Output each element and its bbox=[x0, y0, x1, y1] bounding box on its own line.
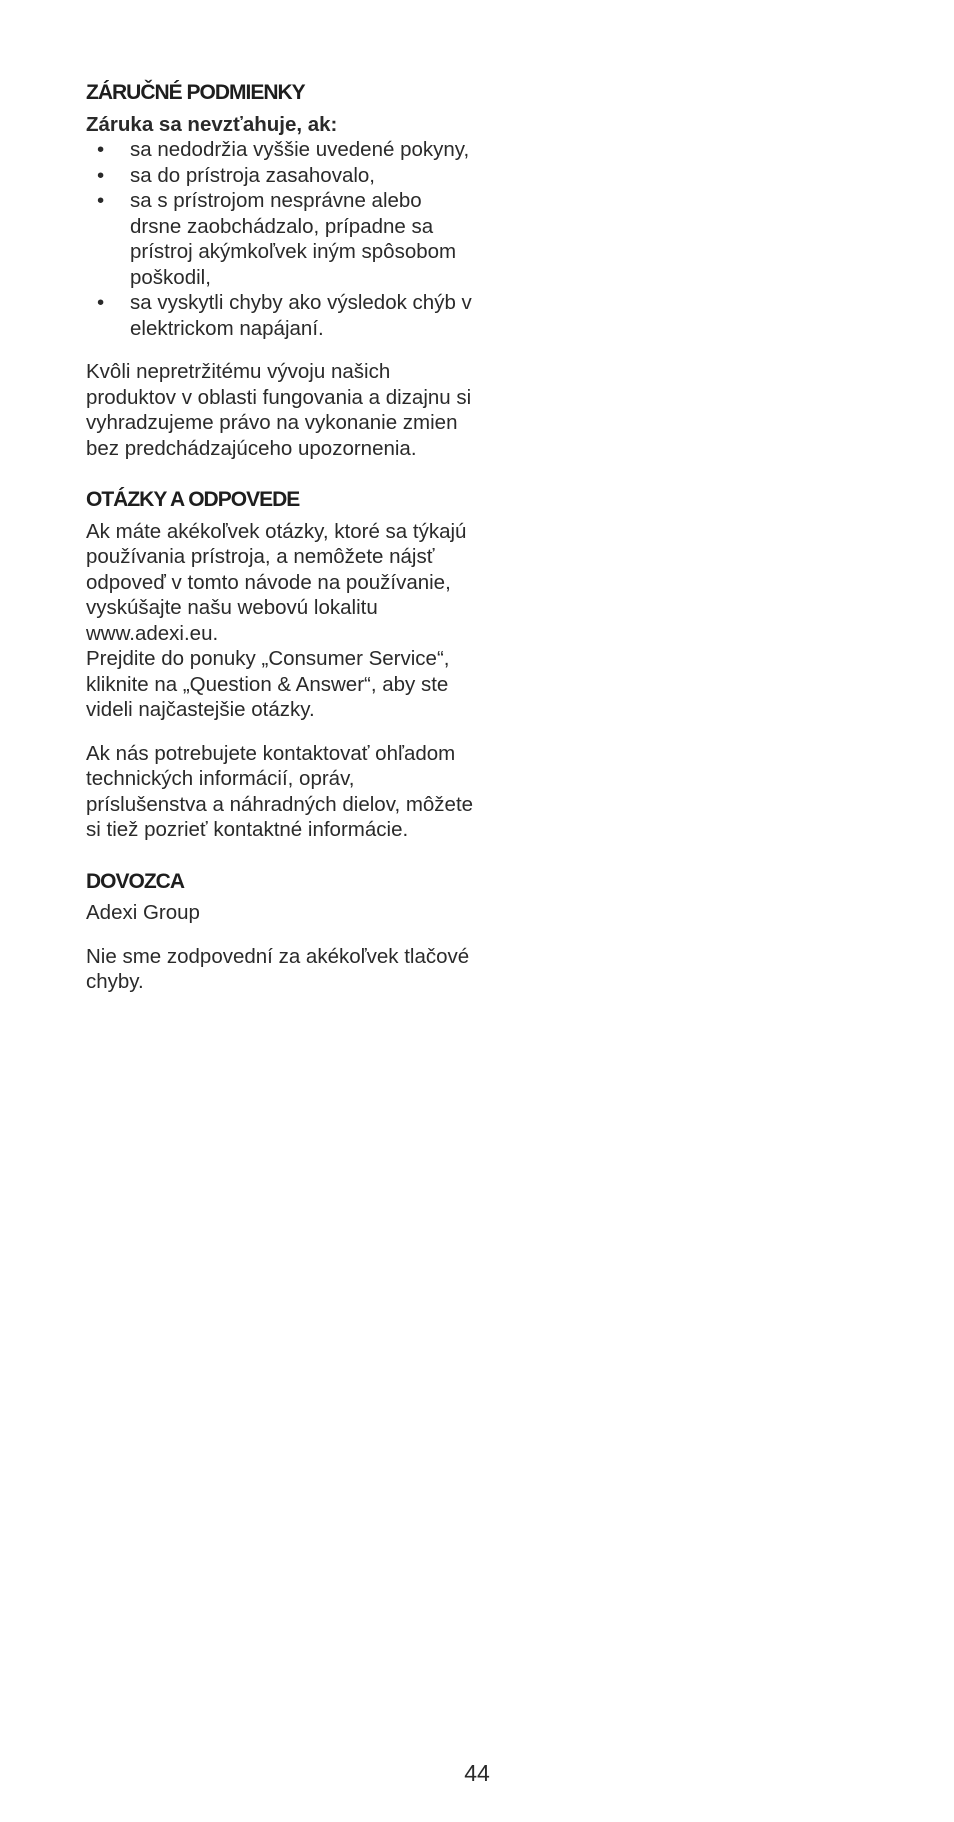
warranty-note: Kvôli nepretržitému vývoju našich produktov v oblasti fungovania a dizajnu si vyhradzujeme právo na vykonanie zmien bez predchádzajúceho upozornenia. bbox=[86, 360, 472, 460]
importer-heading: DOVOZCA bbox=[86, 869, 184, 893]
importer-name: Adexi Group bbox=[86, 901, 200, 924]
list-item bbox=[86, 290, 476, 341]
disclaimer: Nie sme zodpovední za akékoľvek tlačové chyby. bbox=[86, 944, 470, 993]
warranty-subheading: Záruka sa nevzťahuje, ak: bbox=[86, 112, 338, 136]
bullet-icon: • bbox=[97, 189, 105, 212]
list-item bbox=[86, 188, 476, 290]
faq-paragraph: Ak máte akékoľvek otázky, ktoré sa týkajú používania prístroja, a nemôžete nájsť odpoveď v tomto návode na používanie, vyskúšajte našu webovú lokalitu www.adexi.eu. bbox=[86, 519, 467, 645]
list-item-text: sa s prístrojom nesprávne alebo drsne zaobchádzalo, prípadne sa prístroj akýmkoľvek iným spôsobom poškodil, bbox=[130, 189, 457, 289]
document-column bbox=[86, 80, 476, 995]
page-number: 44 bbox=[464, 1760, 490, 1786]
list-item-text: sa do prístroja zasahovalo, bbox=[130, 163, 375, 187]
list-item-text: sa nedodržia vyššie uvedené pokyny, bbox=[130, 138, 470, 161]
bullet-icon: • bbox=[97, 163, 105, 187]
list-item-text: sa vyskytli chyby ako výsledok chýb v elektrickom napájaní. bbox=[130, 291, 472, 340]
warranty-heading: ZÁRUČNÉ PODMIENKY bbox=[86, 81, 305, 104]
faq-contact-paragraph: Ak nás potrebujete kontaktovať ohľadom technických informácií, opráv, príslušenstva a náhradných dielov, môžete si tiež pozrieť kontaktné informácie. bbox=[86, 741, 474, 841]
list-item bbox=[86, 137, 476, 163]
list-item bbox=[86, 163, 476, 189]
bullet-icon: • bbox=[97, 138, 105, 161]
warranty-exclusions-list bbox=[86, 137, 476, 341]
faq-paragraph-continued: Prejdite do ponuky „Consumer Service“, kliknite na „Question & Answer“, aby ste videli najčastejšie otázky. bbox=[86, 647, 450, 721]
bullet-icon: • bbox=[97, 291, 105, 314]
faq-heading: OTÁZKY A ODPOVEDE bbox=[86, 488, 300, 511]
